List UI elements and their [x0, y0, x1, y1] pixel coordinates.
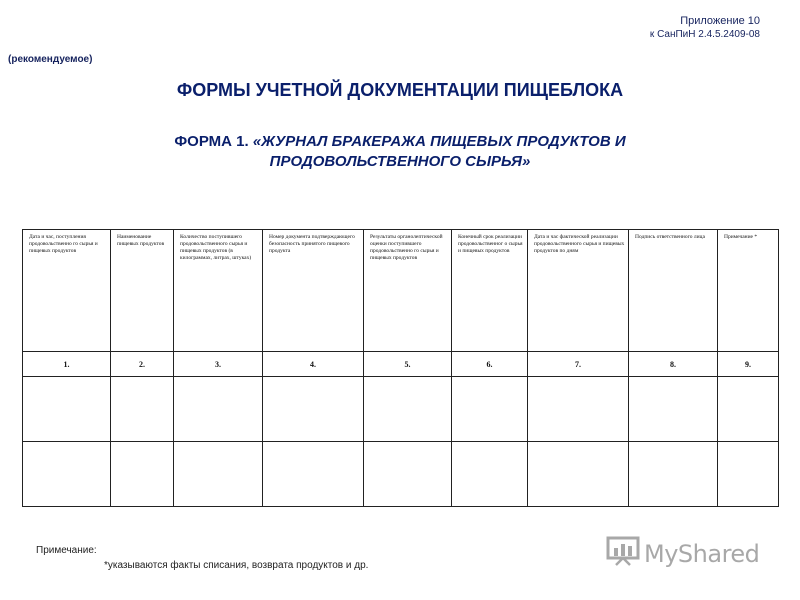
empty-cell [718, 377, 779, 442]
empty-cell [111, 377, 174, 442]
header-cell: Дата и час фактической реализации продовольственного сырья и пищевых продуктов по дням [528, 230, 629, 352]
empty-cell [23, 442, 111, 507]
header-cell: Подпись ответственного лица [629, 230, 718, 352]
empty-cell [452, 442, 528, 507]
column-number: 1. [23, 352, 111, 377]
empty-row [23, 377, 779, 442]
header-cell: Наименование пищевых продуктов [111, 230, 174, 352]
empty-cell [629, 442, 718, 507]
header-cell: Количество поступившего продовольственного сырья и пищевых продуктов (в килограммах, литрах, штуках) [174, 230, 263, 352]
watermark [606, 536, 759, 571]
note-text: *указываются факты списания, возврата продуктов и др. [104, 560, 369, 571]
appendix-reference [650, 14, 760, 42]
empty-cell [111, 442, 174, 507]
empty-cell [528, 442, 629, 507]
empty-cell [174, 377, 263, 442]
column-number: 5. [364, 352, 452, 377]
presentation-board-icon [606, 536, 640, 571]
header-cell: Результаты органолептической оценки поступившего продовольственно го сырья и пищевых продуктов [364, 230, 452, 352]
recommended-label: (рекомендуемое) [8, 54, 93, 65]
column-number-row [23, 352, 779, 377]
header-cell: Дата и час, поступления продовольственно го сырья и пищевых продуктов [23, 230, 111, 352]
empty-row [23, 442, 779, 507]
appendix-sanpin: к СанПиН 2.4.5.2409-08 [649, 29, 760, 40]
column-number: 3. [174, 352, 263, 377]
empty-cell [174, 442, 263, 507]
header-cell: Номер документа подтверждающего безопасность принятого пищевого продукта [263, 230, 364, 352]
column-number: 4. [263, 352, 364, 377]
header-cell: Конечный срок реализации продовольственног о сырья и пищевых продуктов [452, 230, 528, 352]
watermark-text: MyShared [644, 539, 760, 568]
column-number: 2. [111, 352, 174, 377]
form-name-line2: ПРОДОВОЛЬСТВЕННОГО СЫРЬЯ» [269, 153, 531, 170]
column-number: 8. [629, 352, 718, 377]
note-label: Примечание: [36, 545, 97, 556]
column-number: 7. [528, 352, 629, 377]
empty-cell [263, 377, 364, 442]
column-number: 9. [718, 352, 779, 377]
form-prefix: ФОРМА 1. [174, 133, 249, 150]
empty-cell [629, 377, 718, 442]
empty-cell [263, 442, 364, 507]
form-name-line1: «ЖУРНАЛ БРАКЕРАЖА ПИЩЕВЫХ ПРОДУКТОВ И [248, 133, 626, 150]
empty-cell [718, 442, 779, 507]
appendix-number: Приложение 10 [680, 15, 760, 27]
empty-cell [364, 377, 452, 442]
journal-table [22, 229, 779, 507]
empty-cell [452, 377, 528, 442]
column-number: 6. [452, 352, 528, 377]
empty-cell [364, 442, 452, 507]
form-title [0, 132, 800, 172]
empty-cell [528, 377, 629, 442]
header-row [23, 230, 779, 352]
empty-cell [23, 377, 111, 442]
header-cell: Примечание * [718, 230, 779, 352]
page-title: ФОРМЫ УЧЕТНОЙ ДОКУМЕНТАЦИИ ПИЩЕБЛОКА [176, 80, 624, 100]
